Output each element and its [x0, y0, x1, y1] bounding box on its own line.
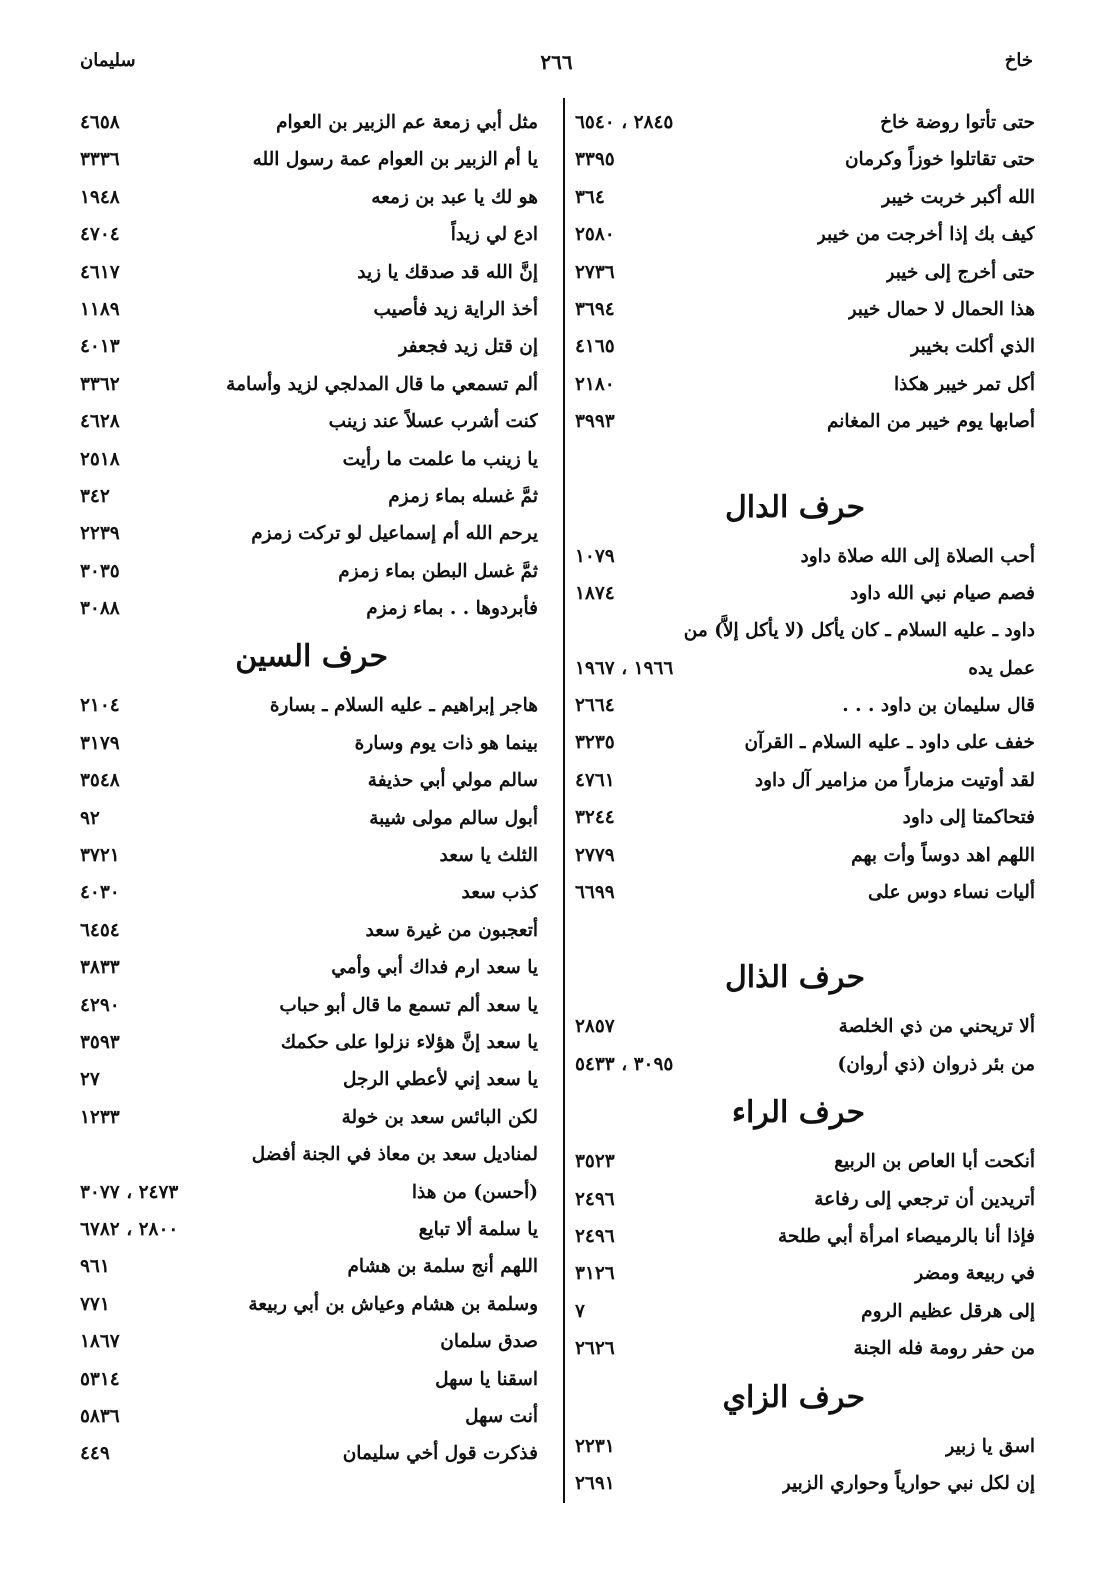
entry-number: ٣٩٩٣ — [575, 411, 615, 433]
entry-number: ٣٦٤ — [575, 186, 605, 208]
entry-number: ٣٦٩٤ — [575, 298, 615, 320]
entry-text: الله أكبر خربت خيبر — [881, 186, 1035, 208]
entry-text: هذا الحمال لا حمال خيبر — [847, 298, 1035, 320]
index-entry — [575, 104, 1035, 141]
entry-text: بينما هو ذات يوم وسارة — [354, 732, 538, 754]
page-number: ٢٦٦ — [540, 50, 573, 74]
entry-text: لمناديل سعد بن معاذ في الجنة أفضل — [251, 1144, 538, 1166]
index-entry — [80, 1024, 538, 1061]
index-entry — [80, 1174, 538, 1211]
entry-text: لقد أوتيت مزماراً من مزامير آل داود — [754, 769, 1035, 791]
index-entry — [80, 800, 538, 837]
index-entry — [575, 762, 1035, 799]
entry-number: ٣٧٢١ — [80, 845, 120, 867]
entry-number: ١٩٤٨ — [80, 186, 120, 208]
index-entry — [575, 538, 1035, 575]
entry-text: اللهم أنج سلمة بن هشام — [347, 1256, 538, 1278]
entry-number: ٣٣٦٢ — [80, 373, 120, 395]
entry-number: ٢٢٣١ — [575, 1435, 615, 1457]
index-entry — [80, 590, 538, 627]
index-entry — [575, 366, 1035, 403]
index-entry — [80, 1248, 538, 1285]
column-divider — [563, 98, 565, 1503]
index-entry — [575, 254, 1035, 291]
entry-text: أخذ الراية زيد فأصيب — [373, 298, 538, 320]
entry-number: ٤٢٩٠ — [80, 994, 120, 1016]
entry-number: ٣٥٤٨ — [80, 770, 120, 792]
entry-number: ١٢٣٣ — [80, 1106, 120, 1128]
index-entry — [575, 1330, 1035, 1367]
entry-number: ٣١٧٩ — [80, 732, 120, 754]
entry-text: أحب الصلاة إلى الله صلاة داود — [800, 545, 1035, 567]
entry-text: عمل يده — [968, 657, 1035, 679]
entry-number: ٣٠٣٥ — [80, 560, 120, 582]
entry-number: ٣٨٣٣ — [80, 957, 120, 979]
entry-number: ٢٧ — [80, 1069, 100, 1091]
entry-text: الذي أكلت بخيبر — [910, 336, 1035, 358]
index-entry — [80, 291, 538, 328]
index-entry — [575, 874, 1035, 911]
index-entry — [575, 724, 1035, 761]
entry-text: يرحم الله أم إسماعيل لو تركت زمزم — [251, 523, 538, 545]
entry-text: ثمَّ غسله بماء زمزم — [388, 485, 538, 507]
index-entry — [575, 1046, 1035, 1083]
entry-number: ٤٧٠٤ — [80, 224, 120, 246]
entry-text: ادع لي زيداً — [450, 224, 538, 246]
entry-text: خفف على داود ـ عليه السلام ـ القرآن — [744, 732, 1035, 754]
section-heading: حرف السين — [235, 639, 388, 675]
entry-text: الثلث يا سعد — [439, 845, 538, 867]
entry-number: ١٨٦٧ — [80, 1331, 120, 1353]
entry-text: حتى أخرج إلى خيبر — [885, 261, 1035, 283]
index-entry — [80, 949, 538, 986]
entry-text: هاجر إبراهيم ـ عليه السلام ـ بسارة — [269, 695, 538, 717]
entry-number: ٦٤٥٤ — [80, 919, 120, 941]
entry-text: اسق يا زبير — [945, 1435, 1035, 1457]
entry-text: أكل تمر خيبر هكذا — [894, 373, 1035, 395]
index-entry — [80, 762, 538, 799]
entry-text: كيف بك إذا أخرجت من خيبر — [816, 224, 1035, 246]
index-entry — [80, 1099, 538, 1136]
entry-text: أبول سالم مولى شيبة — [369, 807, 538, 829]
entry-number: ١١٨٩ — [80, 298, 120, 320]
entry-number: ٧ — [575, 1300, 585, 1322]
index-entry — [575, 1143, 1035, 1180]
entry-number: ٢٦٦٤ — [575, 695, 615, 717]
index-entry — [80, 987, 538, 1024]
entry-number: ٤٦٢٨ — [80, 411, 120, 433]
entry-text: اسقنا يا سهل — [435, 1368, 538, 1390]
entry-text: أتعجبون من غيرة سعد — [365, 919, 538, 941]
entry-text: إن قتل زيد فجعفر — [398, 336, 538, 358]
entry-text: من بئر ذروان (ذي أروان) — [837, 1053, 1035, 1075]
index-entry — [80, 141, 538, 178]
entry-text: (أحسن) من هذا — [411, 1181, 538, 1203]
entry-text: وسلمة بن هشام وعياش بن أبي ربيعة — [248, 1293, 538, 1315]
index-entry — [80, 1361, 538, 1398]
index-entry — [575, 799, 1035, 836]
entry-number: ٢٤٧٣ ، ٣٠٧٧ — [80, 1181, 179, 1203]
entry-number: ١٠٧٩ — [575, 545, 615, 567]
page-header — [80, 50, 1033, 86]
index-entry — [575, 179, 1035, 216]
entry-text: فأبردوها . . بماء زمزم — [366, 598, 538, 620]
entry-text: فذكرت قول أخي سليمان — [342, 1443, 538, 1465]
index-entry — [575, 687, 1035, 724]
index-entry — [80, 1136, 538, 1173]
entry-number: ٤٠١٣ — [80, 336, 120, 358]
entry-number: ٩٦١ — [80, 1256, 110, 1278]
index-entry — [575, 612, 1035, 649]
entry-number: ٢٦٩١ — [575, 1472, 615, 1494]
header-left-keyword: سليمان — [80, 50, 136, 71]
right-column — [575, 104, 1035, 1502]
entry-text: مثل أبي زمعة عم الزبير بن العوام — [276, 112, 538, 133]
entry-number: ٢٦٢٦ — [575, 1338, 615, 1360]
entry-number: ٣٥٩٣ — [80, 1031, 120, 1053]
entry-number: ٢١٠٤ — [80, 695, 120, 717]
index-entry — [80, 216, 538, 253]
entry-text: صدق سلمان — [440, 1331, 538, 1353]
index-entry — [80, 1435, 538, 1472]
index-entry — [80, 1286, 538, 1323]
entry-number: ٣٢٣٥ — [575, 732, 615, 754]
section-heading: حرف الدال — [725, 489, 865, 525]
entry-number: ٢٤٩٦ — [575, 1188, 615, 1210]
section-gap — [575, 911, 1035, 948]
index-entry — [80, 837, 538, 874]
index-entry — [80, 725, 538, 762]
entry-text: لكن البائس سعد بن خولة — [341, 1106, 538, 1128]
entry-text: فصم صيام نبي الله داود — [850, 582, 1035, 604]
index-entry — [80, 1323, 538, 1360]
section-heading: حرف الزاي — [722, 1379, 865, 1415]
entry-text: يا زينب ما علمت ما رأيت — [342, 448, 538, 470]
entry-number: ٣٢٤٤ — [575, 807, 615, 829]
left-column — [80, 104, 538, 1473]
index-entry — [575, 1293, 1035, 1330]
index-entry — [80, 553, 538, 590]
entry-number: ٤٤٩ — [80, 1443, 110, 1465]
index-entry — [575, 575, 1035, 612]
entry-text: إلى هرقل عظيم الروم — [861, 1300, 1035, 1322]
entry-text: سالم مولي أبي حذيفة — [367, 770, 538, 792]
entry-text: ثمَّ غسل البطن بماء زمزم — [338, 560, 538, 582]
entry-text: حتى تقاتلوا خوزاً وكرمان — [844, 149, 1035, 171]
entry-number: ٤٦١٧ — [80, 261, 120, 283]
index-entry — [575, 1218, 1035, 1255]
entry-text: فإذا أنا بالرميصاء امرأة أبي طلحة — [778, 1225, 1035, 1247]
entry-number: ٥٣١٤ — [80, 1368, 120, 1390]
entry-number: ٤١٦٥ — [575, 336, 615, 358]
index-entry — [80, 1211, 538, 1248]
entry-number: ٣٥٢٣ — [575, 1151, 615, 1173]
entry-number: ٢٨٤٥ ، ٦٥٤٠ — [575, 112, 674, 133]
entry-text: كذب سعد — [461, 882, 538, 904]
index-entry — [575, 1255, 1035, 1292]
entry-number: ٣١٢٦ — [575, 1263, 615, 1285]
index-entry — [575, 403, 1035, 440]
entry-text: إنَّ الله قد صدقك يا زيد — [357, 261, 538, 283]
entry-number: ٣٣٩٥ — [575, 149, 615, 171]
entry-number: ٢٤٩٦ — [575, 1225, 615, 1247]
section-heading: حرف الذال — [725, 960, 865, 996]
index-entry — [575, 650, 1035, 687]
index-entry — [80, 912, 538, 949]
index-entry — [80, 104, 538, 141]
section-gap — [575, 441, 1035, 478]
entry-number: ٢٢٣٩ — [80, 523, 120, 545]
entry-number: ٢٥٨٠ — [575, 224, 615, 246]
entry-number: ٣٣٣٦ — [80, 149, 120, 171]
entry-text: حتى تأتوا روضة خاخ — [880, 112, 1035, 133]
index-entry — [80, 687, 538, 724]
entry-text: أنكحت أبا العاص بن الربيع — [834, 1151, 1035, 1173]
entry-text: يا سعد ارم فداك أبي وأمي — [331, 957, 538, 979]
index-entry — [80, 328, 538, 365]
entry-text: كنت أشرب عسلاً عند زينب — [328, 411, 538, 433]
entry-number: ٢١٨٠ — [575, 373, 615, 395]
entry-text: هو لك يا عبد بن زمعه — [371, 186, 538, 208]
index-entry — [80, 515, 538, 552]
index-entry — [80, 1061, 538, 1098]
entry-text: يا سعد إني لأعطي الرجل — [342, 1069, 538, 1091]
index-entry — [80, 179, 538, 216]
index-entry — [575, 1008, 1035, 1045]
entry-number: ١٨٧٤ — [575, 582, 615, 604]
entry-number: ٢٧٣٦ — [575, 261, 615, 283]
index-entry — [80, 1398, 538, 1435]
entry-text: أليات نساء دوس على — [867, 882, 1035, 904]
entry-text: أتريدين أن ترجعي إلى رفاعة — [814, 1188, 1035, 1210]
index-entry — [80, 874, 538, 911]
index-entry — [575, 1428, 1035, 1465]
entry-text: في ربيعة ومضر — [914, 1263, 1035, 1285]
index-entry — [80, 403, 538, 440]
entry-text: يا سلمة ألا تبايع — [418, 1218, 538, 1240]
entry-text: أنت سهل — [465, 1405, 538, 1427]
entry-number: ٢٨٠٠ ، ٦٧٨٢ — [80, 1218, 179, 1240]
index-entry — [80, 478, 538, 515]
entry-text: من حفر رومة فله الجنة — [853, 1338, 1035, 1360]
entry-number: ٤٦٥٨ — [80, 112, 120, 133]
entry-text: داود ـ عليه السلام ـ كان يأكل (لا يأكل إلاَّ) من — [683, 620, 1035, 642]
index-entry — [575, 216, 1035, 253]
entry-number: ٤٠٣٠ — [80, 882, 120, 904]
entry-text: إن لكل نبي حوارياً وحواري الزبير — [781, 1472, 1035, 1494]
entry-number: ٤٧٦١ — [575, 769, 615, 791]
entry-text: أصابها يوم خيبر من المغانم — [826, 411, 1035, 433]
entry-text: ألم تسمعي ما قال المدلجي لزيد وأسامة — [226, 373, 538, 395]
entry-number: ٣٤٢ — [80, 485, 110, 507]
index-entry — [575, 1465, 1035, 1502]
entry-number: ٢٥١٨ — [80, 448, 120, 470]
entry-text: قال سليمان بن داود . . . — [842, 695, 1035, 717]
index-entry — [575, 837, 1035, 874]
entry-number: ٣٠٩٥ ، ٥٤٣٣ — [575, 1053, 674, 1075]
entry-number: ٢٧٧٩ — [575, 844, 615, 866]
entry-text: فتحاكمتا إلى داود — [902, 807, 1035, 829]
index-entry — [80, 441, 538, 478]
index-entry — [80, 254, 538, 291]
entry-number: ٧٧١ — [80, 1293, 110, 1315]
section-heading: حرف الراء — [731, 1095, 865, 1131]
index-entry — [575, 328, 1035, 365]
entry-text: اللهم اهد دوساً وأت بهم — [851, 844, 1035, 866]
entry-number: ٣٠٨٨ — [80, 598, 120, 620]
entry-number: ٥٨٣٦ — [80, 1405, 120, 1427]
header-right-keyword: خاخ — [1004, 50, 1033, 71]
index-entry — [80, 366, 538, 403]
entry-text: ألا تريحني من ذي الخلصة — [838, 1016, 1035, 1038]
index-entry — [575, 1181, 1035, 1218]
entry-text: يا أم الزبير بن العوام عمة رسول الله — [252, 149, 538, 171]
entry-text: يا سعد ألم تسمع ما قال أبو حباب — [279, 994, 538, 1016]
index-entry — [575, 291, 1035, 328]
entry-number: ٩٢ — [80, 807, 100, 829]
entry-number: ٦٦٩٩ — [575, 882, 615, 904]
index-entry — [575, 141, 1035, 178]
entry-number: ١٩٦٦ ، ١٩٦٧ — [575, 657, 674, 679]
entry-text: يا سعد إنَّ هؤلاء نزلوا على حكمك — [280, 1031, 538, 1053]
entry-number: ٢٨٥٧ — [575, 1016, 615, 1038]
